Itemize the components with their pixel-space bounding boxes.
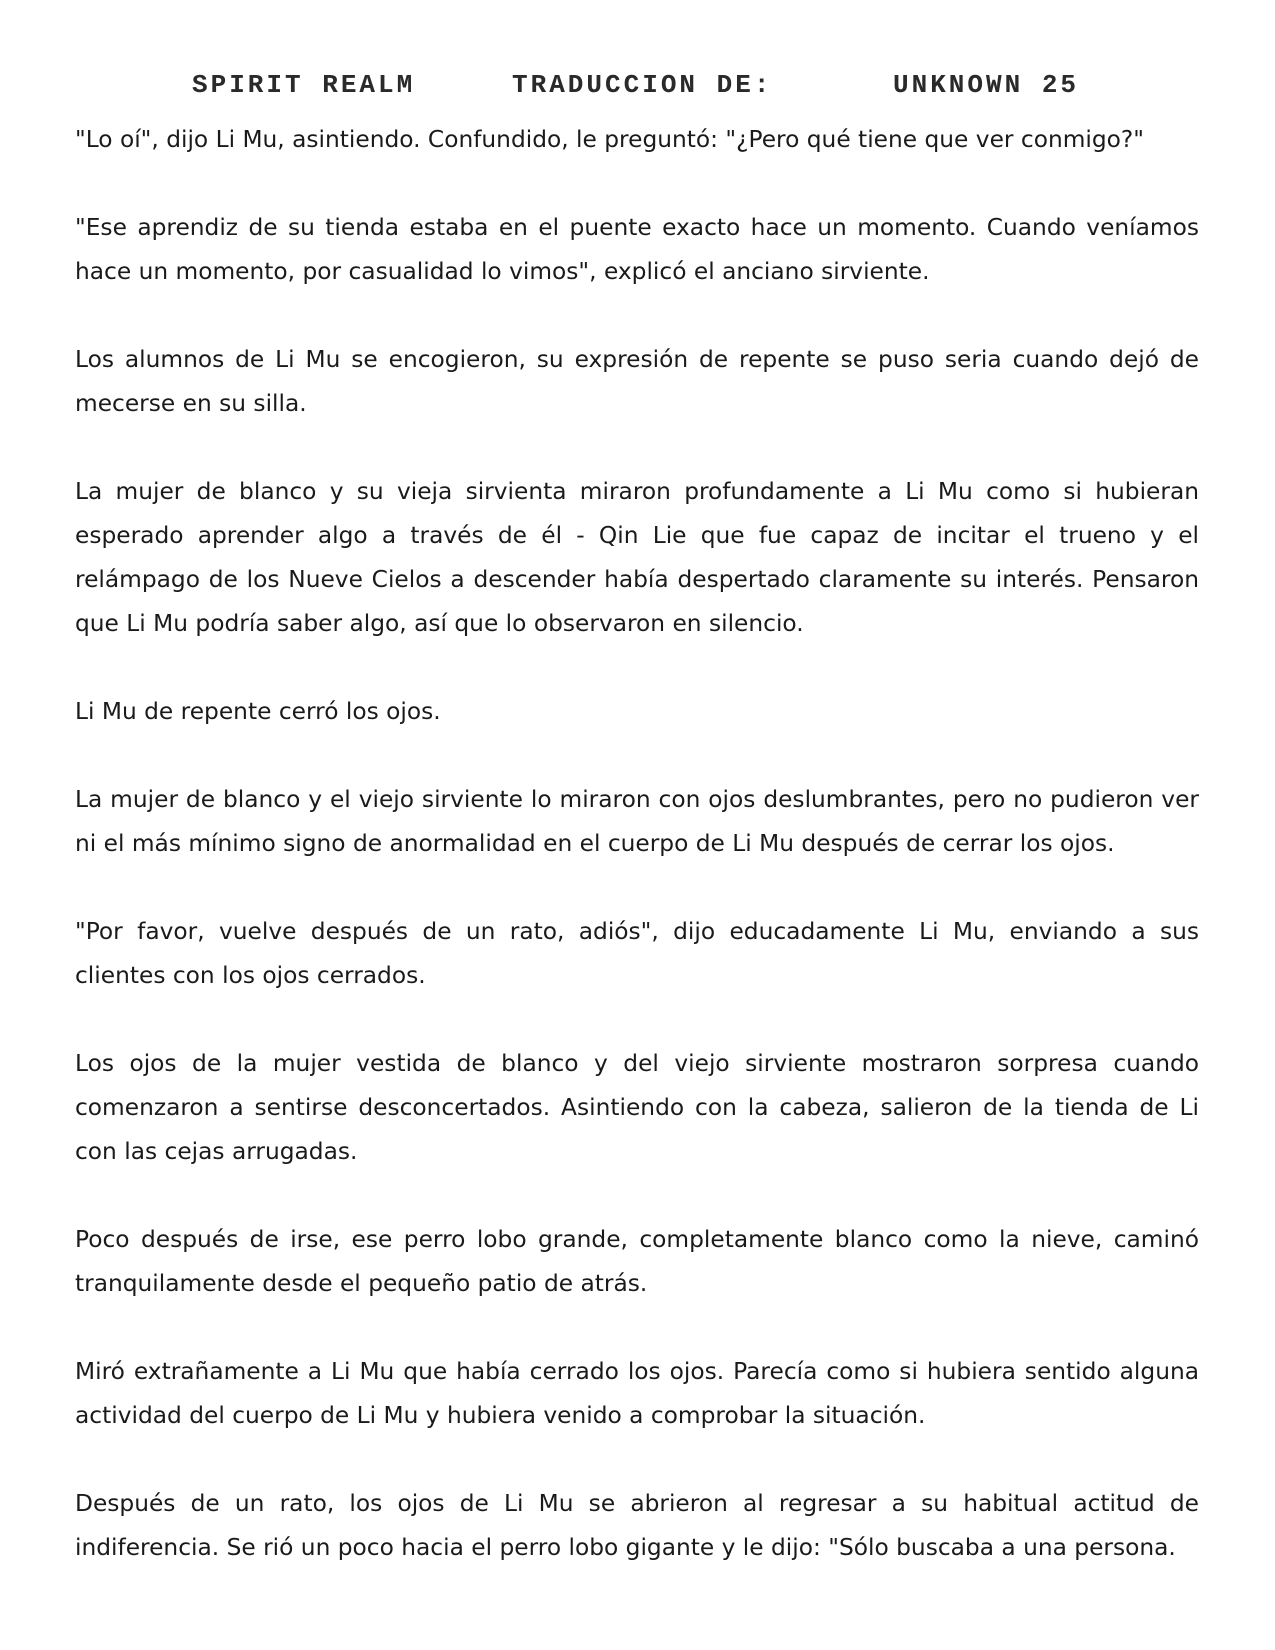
document-body	[75, 118, 1199, 1570]
paragraph: "Ese aprendiz de su tienda estaba en el puente exacto hace un momento. Cuando veníamos hace un momento, por casualidad lo vimos", explicó el anciano sirviente.	[75, 214, 1199, 285]
paragraph: "Lo oí", dijo Li Mu, asintiendo. Confundido, le preguntó: "¿Pero qué tiene que ver conmigo?"	[75, 126, 1145, 153]
paragraph: Después de un rato, los ojos de Li Mu se abrieron al regresar a su habitual actitud de indiferencia. Se rió un poco hacia el perro lobo gigante y le dijo: "Sólo buscaba a una persona.	[75, 1490, 1199, 1561]
paragraph: La mujer de blanco y el viejo sirviente lo miraron con ojos deslumbrantes, pero no pudieron ver ni el más mínimo signo de anormalidad en el cuerpo de Li Mu después de cerrar los ojos.	[75, 786, 1199, 857]
header-translator: UNKNOWN 25	[893, 70, 1080, 100]
header-title: SPIRIT REALM	[192, 70, 416, 100]
paragraph: Los ojos de la mujer vestida de blanco y del viejo sirviente mostraron sorpresa cuando comenzaron a sentirse desconcertados. Asintiendo con la cabeza, salieron de la tienda de Li con las cejas arrugadas.	[75, 1050, 1199, 1165]
paragraph: "Por favor, vuelve después de un rato, adiós", dijo educadamente Li Mu, enviando a sus clientes con los ojos cerrados.	[75, 918, 1199, 989]
paragraph: Poco después de irse, ese perro lobo grande, completamente blanco como la nieve, caminó tranquilamente desde el pequeño patio de atrás.	[75, 1226, 1199, 1297]
header-translation-label: TRADUCCION DE:	[512, 70, 773, 100]
page-header	[0, 70, 1275, 110]
paragraph: Los alumnos de Li Mu se encogieron, su expresión de repente se puso seria cuando dejó de mecerse en su silla.	[75, 346, 1199, 417]
paragraph: Li Mu de repente cerró los ojos.	[75, 698, 441, 725]
paragraph: Miró extrañamente a Li Mu que había cerrado los ojos. Parecía como si hubiera sentido alguna actividad del cuerpo de Li Mu y hubiera venido a comprobar la situación.	[75, 1358, 1199, 1429]
paragraph: La mujer de blanco y su vieja sirvienta miraron profundamente a Li Mu como si hubieran esperado aprender algo a través de él - Qin Lie que fue capaz de incitar el trueno y el relámpago de los Nueve Cielos a descender había despertado claramente su interés. Pensaron que Li Mu podría saber algo, así que lo observaron en silencio.	[75, 478, 1199, 637]
